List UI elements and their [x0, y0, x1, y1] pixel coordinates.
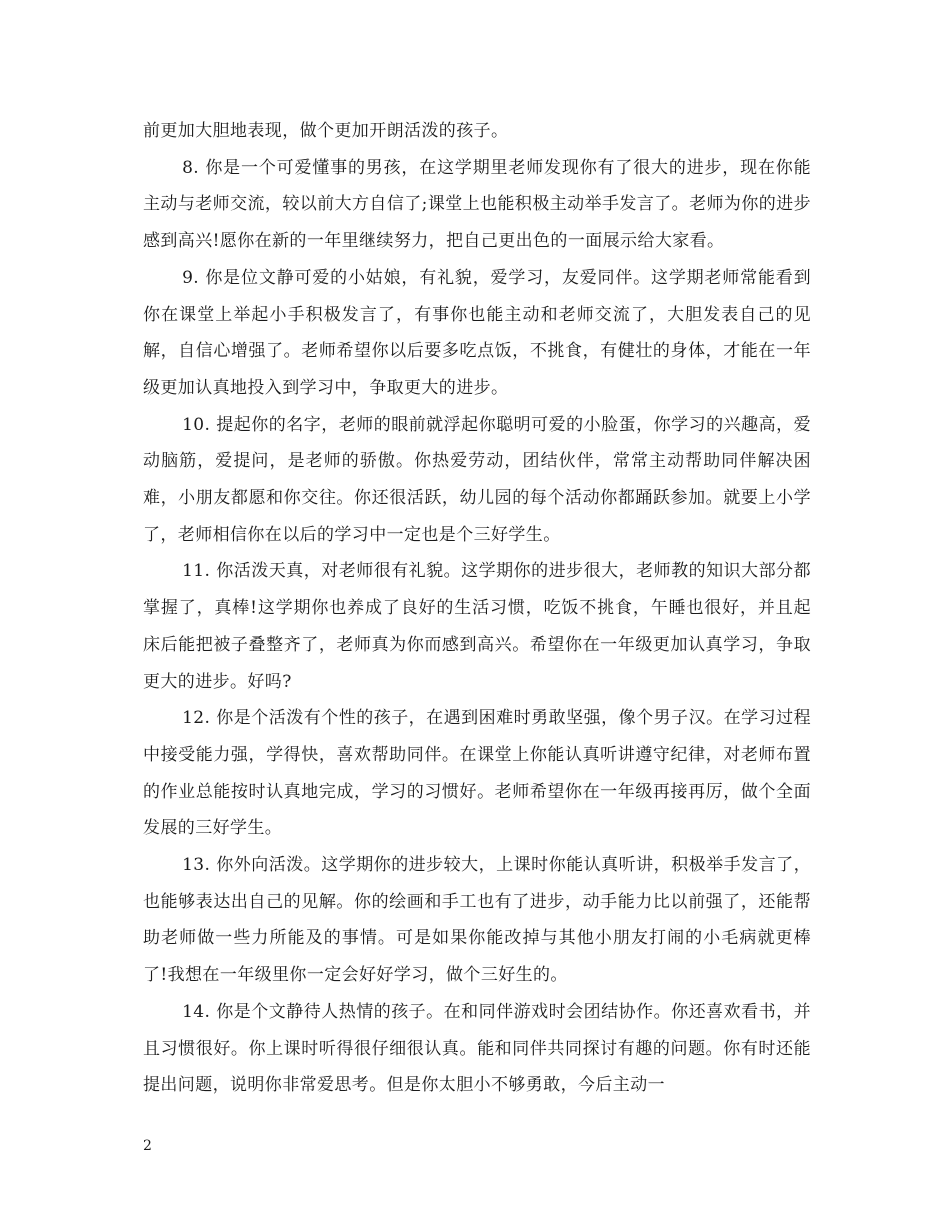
document-body [143, 113, 811, 1104]
paragraph-item-14: 14. 你是个文静待人热情的孩子。在和同伴游戏时会团结协作。你还喜欢看书，并且习惯很好。你上课时听得很仔细很认真。能和同伴共同探讨有趣的问题。你有时还能提出问题，说明你非常爱思考。但是你太胆小不够勇敢，今后主动一 [143, 1001, 811, 1096]
page-number: 2 [143, 1138, 152, 1154]
paragraph-item-11: 11. 你活泼天真，对老师很有礼貌。这学期你的进步很大，老师教的知识大部分都掌握了，真棒!这学期你也养成了良好的生活习惯，吃饭不挑食，午睡也很好，并且起床后能把被子叠整齐了，老师真为你而感到高兴。希望你在一年级更加认真学习，争取更大的进步。好吗? [143, 561, 811, 692]
paragraph-item-13: 13. 你外向活泼。这学期你的进步较大，上课时你能认真听讲，积极举手发言了，也能够表达出自己的见解。你的绘画和手工也有了进步，动手能力比以前强了，还能帮助老师做一些力所能及的事情。可是如果你能改掉与其他小朋友打闹的小毛病就更棒了!我想在一年级里你一定会好好学习，做个三好生的。 [143, 855, 811, 986]
paragraph-item-12: 12. 你是个活泼有个性的孩子，在遇到困难时勇敢坚强，像个男子汉。在学习过程中接受能力强，学得快，喜欢帮助同伴。在课堂上你能认真听讲遵守纪律，对老师布置的作业总能按时认真地完成，学习的习惯好。老师希望你在一年级再接再厉，做个全面发展的三好学生。 [143, 708, 811, 839]
paragraph-continuation: 前更加大胆地表现，做个更加开朗活泼的孩子。 [143, 121, 509, 141]
paragraph-item-8: 8. 你是一个可爱懂事的男孩，在这学期里老师发现你有了很大的进步，现在你能主动与老师交流，较以前大方自信了;课堂上也能积极主动举手发言了。老师为你的进步感到高兴!愿你在新的一年里继续努力，把自己更出色的一面展示给大家看。 [143, 157, 811, 252]
paragraph-item-9: 9. 你是位文静可爱的小姑娘，有礼貌，爱学习，友爱同伴。这学期老师常能看到你在课堂上举起小手积极发言了，有事你也能主动和老师交流了，大胆发表自己的见解，自信心增强了。老师希望你以后要多吃点饭，不挑食，有健壮的身体，才能在一年级更加认真地投入到学习中，争取更大的进步。 [143, 267, 811, 398]
paragraph-item-10: 10. 提起你的名字，老师的眼前就浮起你聪明可爱的小脸蛋，你学习的兴趣高，爱动脑筋，爱提问，是老师的骄傲。你热爱劳动，团结伙伴，常常主动帮助同伴解决困难，小朋友都愿和你交往。你还很活跃，幼儿园的每个活动你都踊跃参加。就要上小学了，老师相信你在以后的学习中一定也是个三好学生。 [143, 414, 811, 545]
